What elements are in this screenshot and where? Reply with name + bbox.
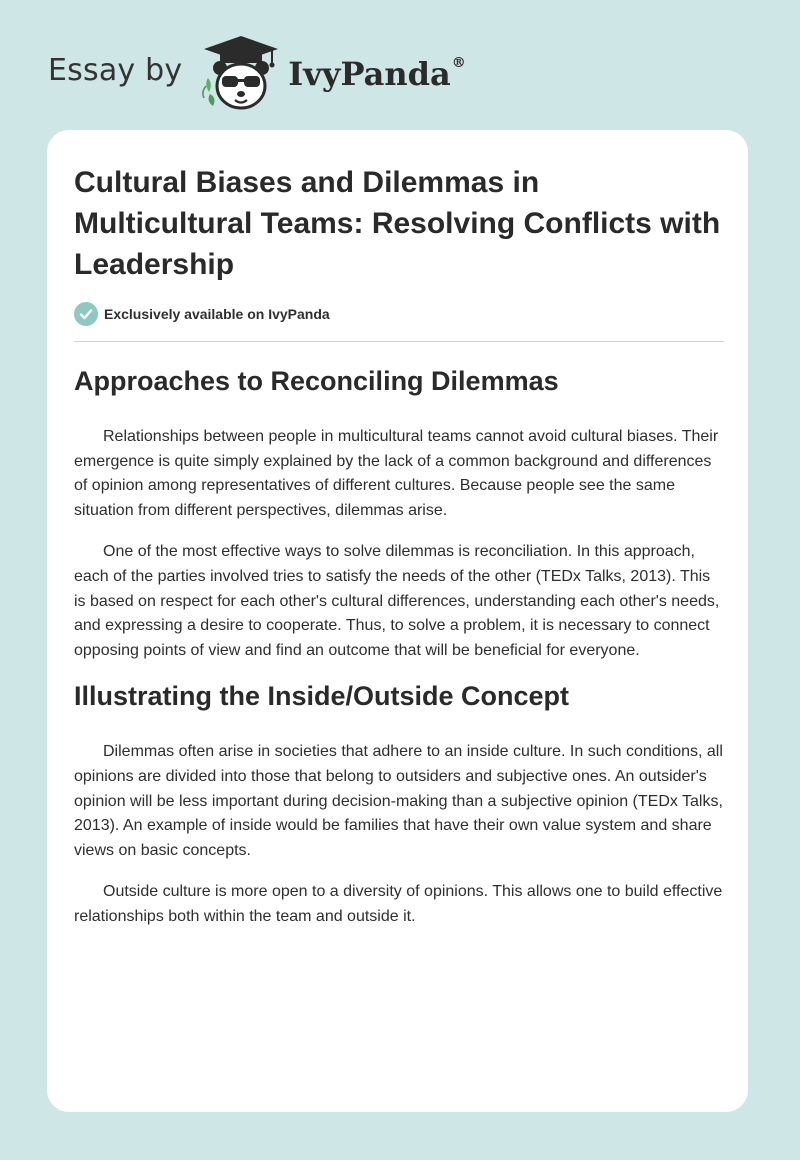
badge-text: Exclusively available on IvyPanda xyxy=(104,306,330,322)
paragraph: Outside culture is more open to a diversity of opinions. This allows one to build effective relationships both within the team and outside it. xyxy=(74,883,723,925)
check-circle-icon xyxy=(74,302,98,326)
section-heading-inside-outside: Illustrating the Inside/Outside Concept xyxy=(74,681,570,712)
site-header xyxy=(48,34,466,112)
brand-name[interactable] xyxy=(288,55,465,93)
exclusive-badge xyxy=(74,301,724,327)
registered-mark: ® xyxy=(451,55,466,71)
section-heading-approaches: Approaches to Reconciling Dilemmas xyxy=(74,366,559,396)
brand-text: IvyPanda xyxy=(288,55,451,93)
essay-by-label: Essay by xyxy=(48,52,183,88)
essay-content xyxy=(74,162,724,930)
essay-card xyxy=(47,130,748,1112)
essay-title: Cultural Biases and Dilemmas in Multicultural Teams: Resolving Conflicts with Leadership xyxy=(74,166,721,281)
paragraph: Relationships between people in multicultural teams cannot avoid cultural biases. Their emergence is quite simply explained by the lack of a common background and differences of opinion among representatives of different cultures. Because people see the same situation from different perspectives, dilemmas arise. xyxy=(74,428,719,519)
paragraph: Dilemmas often arise in societies that adhere to an inside culture. In such conditions, all opinions are divided into those that belong to outsiders and subjective ones. An outsider's opinion will be less important during decision-making than a subjective opinion (TEDx Talks, 2013). An example of inside would be families that have their own value system and share views on basic concepts. xyxy=(74,743,723,859)
panda-graduate-icon[interactable] xyxy=(200,34,282,112)
paragraph: One of the most effective ways to solve dilemmas is reconciliation. In this approach, each of the parties involved tries to satisfy the needs of the other (TEDx Talks, 2013). This is based on respect for each other's cultural differences, understanding each other's needs, and expressing a desire to cooperate. Thus, to solve a problem, it is necessary to connect opposing points of view and find an outcome that will be beneficial for everyone. xyxy=(74,543,720,659)
title-divider xyxy=(74,341,724,342)
